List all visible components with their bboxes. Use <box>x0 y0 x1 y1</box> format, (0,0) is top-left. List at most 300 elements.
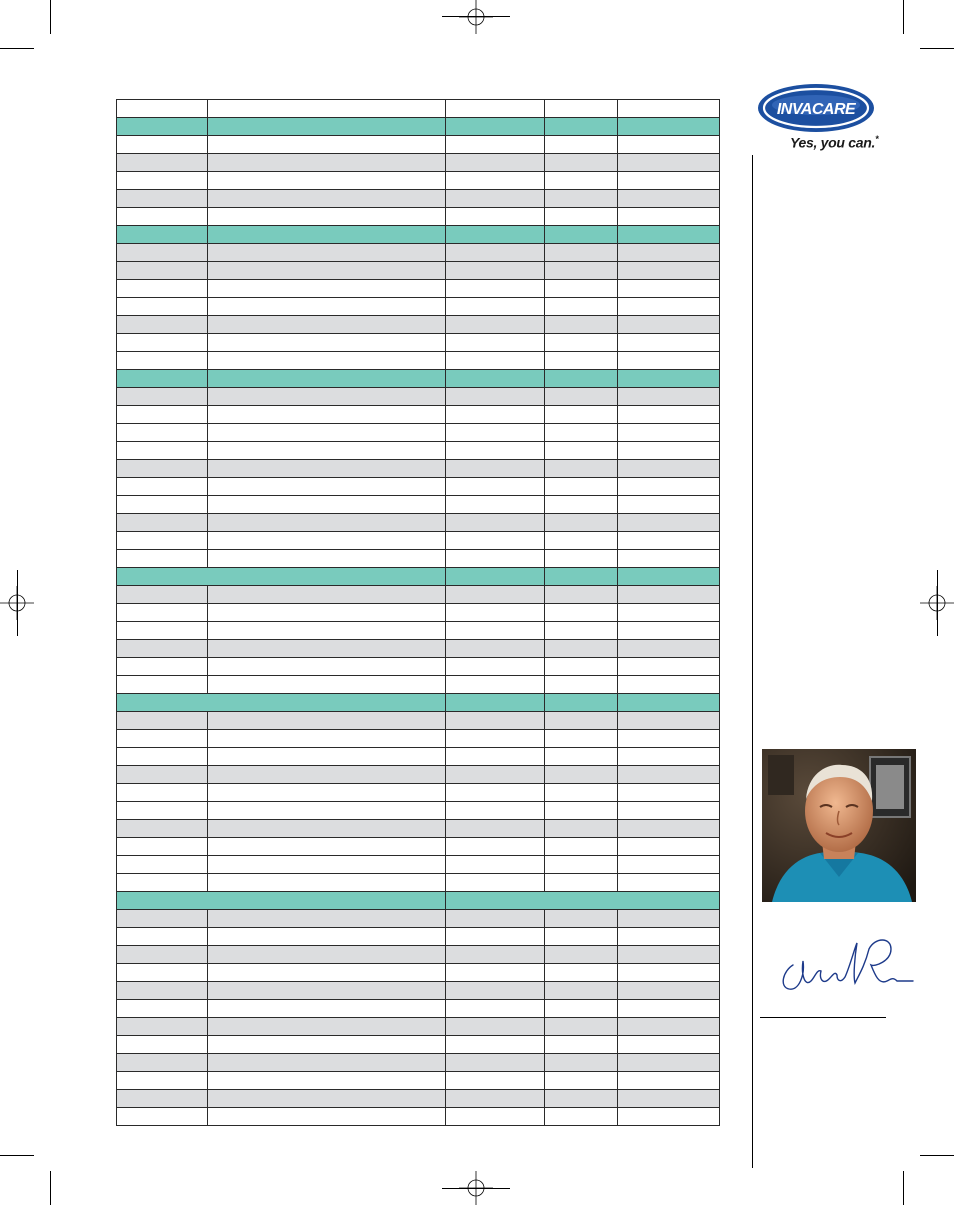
table-cell <box>545 352 618 370</box>
table-cell <box>618 658 720 676</box>
table-cell <box>446 262 545 280</box>
crop-mark <box>903 0 904 34</box>
table-row <box>117 316 720 334</box>
table-cell <box>117 208 208 226</box>
table-cell <box>618 352 720 370</box>
table-row <box>117 208 720 226</box>
table-cell <box>545 622 618 640</box>
table-cell <box>117 856 208 874</box>
table-cell <box>208 424 446 442</box>
table-cell <box>545 424 618 442</box>
table-cell <box>208 856 446 874</box>
table-cell <box>208 460 446 478</box>
table-cell <box>117 172 208 190</box>
table-cell <box>117 352 208 370</box>
table-cell <box>117 118 208 136</box>
table-cell <box>208 802 446 820</box>
table-cell <box>618 982 720 1000</box>
price-table <box>116 99 720 1126</box>
table-cell <box>208 388 446 406</box>
table-cell <box>117 280 208 298</box>
table-cell <box>446 352 545 370</box>
table-row <box>117 442 720 460</box>
table-cell <box>208 334 446 352</box>
signature-line <box>760 1017 886 1018</box>
table-row <box>117 712 720 730</box>
table-row <box>117 496 720 514</box>
table-cell <box>618 370 720 388</box>
table-cell <box>446 226 545 244</box>
table-cell <box>545 982 618 1000</box>
table-cell <box>545 1018 618 1036</box>
table-cell <box>618 712 720 730</box>
crop-mark <box>17 570 18 636</box>
table-row <box>117 802 720 820</box>
table-row <box>117 586 720 604</box>
column-divider <box>752 155 753 1168</box>
table-cell <box>117 1108 208 1126</box>
table-cell <box>117 478 208 496</box>
crop-mark <box>442 1188 510 1189</box>
table-cell <box>618 1036 720 1054</box>
table-cell <box>208 730 446 748</box>
table-cell <box>545 136 618 154</box>
table-cell <box>446 1108 545 1126</box>
table-cell <box>208 136 446 154</box>
table-cell <box>446 766 545 784</box>
table-cell <box>545 298 618 316</box>
table-row <box>117 532 720 550</box>
table-cell <box>208 316 446 334</box>
table-cell <box>208 172 446 190</box>
tagline-mark: * <box>875 134 879 144</box>
table-cell <box>446 1054 545 1072</box>
table-cell <box>545 910 618 928</box>
table-cell <box>545 640 618 658</box>
table-cell <box>446 370 545 388</box>
table-cell <box>618 928 720 946</box>
table-cell <box>446 802 545 820</box>
table-cell <box>208 1054 446 1072</box>
table-cell <box>545 550 618 568</box>
table-cell <box>618 244 720 262</box>
table-row <box>117 658 720 676</box>
table-row <box>117 694 720 712</box>
table-row <box>117 1054 720 1072</box>
table-cell <box>117 604 208 622</box>
table-row <box>117 1108 720 1126</box>
table-cell <box>618 1108 720 1126</box>
table-row <box>117 1072 720 1090</box>
table-cell <box>618 1018 720 1036</box>
table-cell <box>446 424 545 442</box>
table-cell <box>446 892 720 910</box>
table-row <box>117 910 720 928</box>
table-cell <box>117 658 208 676</box>
table-cell <box>545 928 618 946</box>
table-cell <box>117 892 446 910</box>
table-cell <box>117 100 208 118</box>
table-cell <box>446 658 545 676</box>
table-cell <box>208 514 446 532</box>
table-cell <box>208 352 446 370</box>
table-cell <box>446 964 545 982</box>
table-cell <box>446 1072 545 1090</box>
table-cell <box>117 964 208 982</box>
table-cell <box>545 280 618 298</box>
table-row <box>117 856 720 874</box>
table-cell <box>545 712 618 730</box>
table-cell <box>446 172 545 190</box>
table-cell <box>446 928 545 946</box>
table-cell <box>117 244 208 262</box>
table-cell <box>545 172 618 190</box>
table-cell <box>208 1090 446 1108</box>
table-cell <box>618 442 720 460</box>
table-cell <box>545 100 618 118</box>
table-cell <box>446 712 545 730</box>
table-row <box>117 820 720 838</box>
table-cell <box>618 730 720 748</box>
table-cell <box>545 1108 618 1126</box>
table-cell <box>208 1108 446 1126</box>
table-cell <box>446 118 545 136</box>
table-cell <box>618 622 720 640</box>
table-cell <box>208 478 446 496</box>
table-cell <box>208 550 446 568</box>
table-row <box>117 298 720 316</box>
table-cell <box>446 388 545 406</box>
table-cell <box>618 478 720 496</box>
table-cell <box>446 586 545 604</box>
table-cell <box>208 982 446 1000</box>
table-cell <box>618 406 720 424</box>
table-cell <box>545 262 618 280</box>
table-row <box>117 154 720 172</box>
table-cell <box>117 910 208 928</box>
table-cell <box>618 838 720 856</box>
table-cell <box>618 136 720 154</box>
table-cell <box>208 442 446 460</box>
table-cell <box>208 604 446 622</box>
table-cell <box>208 226 446 244</box>
table-cell <box>208 244 446 262</box>
table-cell <box>618 298 720 316</box>
table-row <box>117 874 720 892</box>
table-cell <box>545 784 618 802</box>
table-cell <box>545 226 618 244</box>
table-cell <box>545 514 618 532</box>
crop-mark <box>937 570 938 636</box>
table-row <box>117 460 720 478</box>
table-row <box>117 982 720 1000</box>
table-cell <box>117 424 208 442</box>
table-cell <box>446 982 545 1000</box>
table-cell <box>545 1090 618 1108</box>
table-cell <box>545 1000 618 1018</box>
table-row <box>117 640 720 658</box>
table-cell <box>446 136 545 154</box>
table-cell <box>545 1072 618 1090</box>
table-cell <box>208 712 446 730</box>
table-cell <box>117 388 208 406</box>
table-cell <box>208 622 446 640</box>
table-cell <box>545 946 618 964</box>
table-row <box>117 892 720 910</box>
table-row <box>117 370 720 388</box>
tagline-text: Yes, you can. <box>790 134 876 151</box>
crop-mark <box>50 0 51 34</box>
table-cell <box>117 334 208 352</box>
table-cell <box>446 460 545 478</box>
table-cell <box>208 154 446 172</box>
table-cell <box>446 622 545 640</box>
table-cell <box>545 406 618 424</box>
table-cell <box>446 568 545 586</box>
table-row <box>117 838 720 856</box>
table-cell <box>545 316 618 334</box>
table-cell <box>446 280 545 298</box>
table-cell <box>117 136 208 154</box>
table-cell <box>117 784 208 802</box>
table-row <box>117 118 720 136</box>
table-cell <box>618 784 720 802</box>
invacare-logo-icon <box>757 83 875 133</box>
table-cell <box>618 748 720 766</box>
table-cell <box>117 838 208 856</box>
table-cell <box>117 1000 208 1018</box>
table-cell <box>545 586 618 604</box>
table-cell <box>117 496 208 514</box>
table-cell <box>618 172 720 190</box>
table-row <box>117 226 720 244</box>
table-row <box>117 730 720 748</box>
table-cell <box>545 802 618 820</box>
table-cell <box>618 280 720 298</box>
table-cell <box>618 550 720 568</box>
table-cell <box>208 964 446 982</box>
table-row <box>117 100 720 118</box>
table-cell <box>618 910 720 928</box>
table-cell <box>117 820 208 838</box>
table-cell <box>446 208 545 226</box>
table-cell <box>117 190 208 208</box>
signature-icon <box>775 935 915 997</box>
table-cell <box>545 460 618 478</box>
table-cell <box>545 1036 618 1054</box>
table-cell <box>208 658 446 676</box>
table-row <box>117 946 720 964</box>
table-cell <box>446 100 545 118</box>
table-cell <box>208 496 446 514</box>
table-cell <box>446 190 545 208</box>
table-row <box>117 1018 720 1036</box>
table-row <box>117 748 720 766</box>
crop-mark <box>920 48 954 49</box>
table-cell <box>545 478 618 496</box>
table-cell <box>545 568 618 586</box>
table-row <box>117 784 720 802</box>
crop-mark <box>442 16 510 17</box>
table-cell <box>117 370 208 388</box>
table-cell <box>618 676 720 694</box>
table-cell <box>208 370 446 388</box>
table-cell <box>117 928 208 946</box>
logo-wordmark: INVACARE <box>776 101 856 118</box>
table-cell <box>545 388 618 406</box>
table-cell <box>446 298 545 316</box>
table-cell <box>446 820 545 838</box>
table-row <box>117 568 720 586</box>
table-cell <box>117 568 446 586</box>
brand-tagline <box>790 134 900 151</box>
table-cell <box>446 874 545 892</box>
table-cell <box>117 226 208 244</box>
table-row <box>117 406 720 424</box>
table-cell <box>117 262 208 280</box>
table-cell <box>618 496 720 514</box>
table-cell <box>208 910 446 928</box>
crop-mark <box>903 1171 904 1205</box>
table-cell <box>208 640 446 658</box>
table-cell <box>446 334 545 352</box>
table-cell <box>208 280 446 298</box>
table-cell <box>117 550 208 568</box>
table-cell <box>545 658 618 676</box>
table-cell <box>446 856 545 874</box>
table-cell <box>618 316 720 334</box>
table-cell <box>208 406 446 424</box>
table-row <box>117 964 720 982</box>
table-cell <box>618 874 720 892</box>
table-cell <box>208 784 446 802</box>
table-cell <box>618 586 720 604</box>
table-cell <box>117 748 208 766</box>
table-cell <box>117 298 208 316</box>
crop-mark <box>0 1155 34 1156</box>
table-cell <box>208 586 446 604</box>
table-cell <box>618 1090 720 1108</box>
table-cell <box>446 838 545 856</box>
table-cell <box>117 730 208 748</box>
table-cell <box>618 514 720 532</box>
table-cell <box>446 910 545 928</box>
table-cell <box>117 442 208 460</box>
table-cell <box>446 442 545 460</box>
table-cell <box>117 766 208 784</box>
table-cell <box>208 838 446 856</box>
table-cell <box>618 424 720 442</box>
table-cell <box>618 856 720 874</box>
table-row <box>117 172 720 190</box>
table-cell <box>618 100 720 118</box>
table-cell <box>208 1018 446 1036</box>
table-row <box>117 604 720 622</box>
table-cell <box>208 298 446 316</box>
table-cell <box>545 604 618 622</box>
table-cell <box>545 748 618 766</box>
table-cell <box>117 514 208 532</box>
table-cell <box>446 496 545 514</box>
registration-mark-icon <box>459 0 493 34</box>
table-cell <box>208 190 446 208</box>
crop-mark <box>50 1171 51 1205</box>
table-cell <box>545 532 618 550</box>
table-cell <box>446 1000 545 1018</box>
table-cell <box>446 154 545 172</box>
table-cell <box>117 316 208 334</box>
table-cell <box>117 532 208 550</box>
table-cell <box>208 766 446 784</box>
table-cell <box>117 1036 208 1054</box>
table-cell <box>618 694 720 712</box>
table-cell <box>208 100 446 118</box>
table-cell <box>446 694 545 712</box>
table-cell <box>545 766 618 784</box>
table-cell <box>446 244 545 262</box>
table-cell <box>446 1018 545 1036</box>
table-cell <box>446 1090 545 1108</box>
table-cell <box>208 946 446 964</box>
table-row <box>117 928 720 946</box>
table-cell <box>117 1054 208 1072</box>
table-cell <box>446 514 545 532</box>
table-cell <box>208 118 446 136</box>
crop-mark <box>0 48 34 49</box>
table-cell <box>117 712 208 730</box>
table-cell <box>117 676 208 694</box>
table-row <box>117 334 720 352</box>
table-cell <box>446 748 545 766</box>
table-row <box>117 262 720 280</box>
table-cell <box>545 820 618 838</box>
table-cell <box>446 1036 545 1054</box>
table-row <box>117 1000 720 1018</box>
table-cell <box>208 676 446 694</box>
table-row <box>117 478 720 496</box>
table-cell <box>618 334 720 352</box>
table-cell <box>618 190 720 208</box>
table-row <box>117 388 720 406</box>
table-cell <box>117 1072 208 1090</box>
table-cell <box>117 982 208 1000</box>
table-cell <box>618 460 720 478</box>
table-cell <box>446 676 545 694</box>
table-cell <box>618 964 720 982</box>
crop-mark <box>920 1155 954 1156</box>
table-cell <box>208 208 446 226</box>
table-cell <box>545 964 618 982</box>
table-cell <box>618 226 720 244</box>
table-row <box>117 550 720 568</box>
table-cell <box>618 208 720 226</box>
table-cell <box>545 694 618 712</box>
table-cell <box>545 190 618 208</box>
table-row <box>117 244 720 262</box>
table-cell <box>545 676 618 694</box>
table-cell <box>208 1000 446 1018</box>
table-cell <box>117 622 208 640</box>
table-cell <box>446 730 545 748</box>
table-cell <box>117 1018 208 1036</box>
table-cell <box>117 640 208 658</box>
table-row <box>117 766 720 784</box>
table-cell <box>117 406 208 424</box>
table-cell <box>618 946 720 964</box>
table-cell <box>208 532 446 550</box>
table-cell <box>545 442 618 460</box>
table-cell <box>545 154 618 172</box>
